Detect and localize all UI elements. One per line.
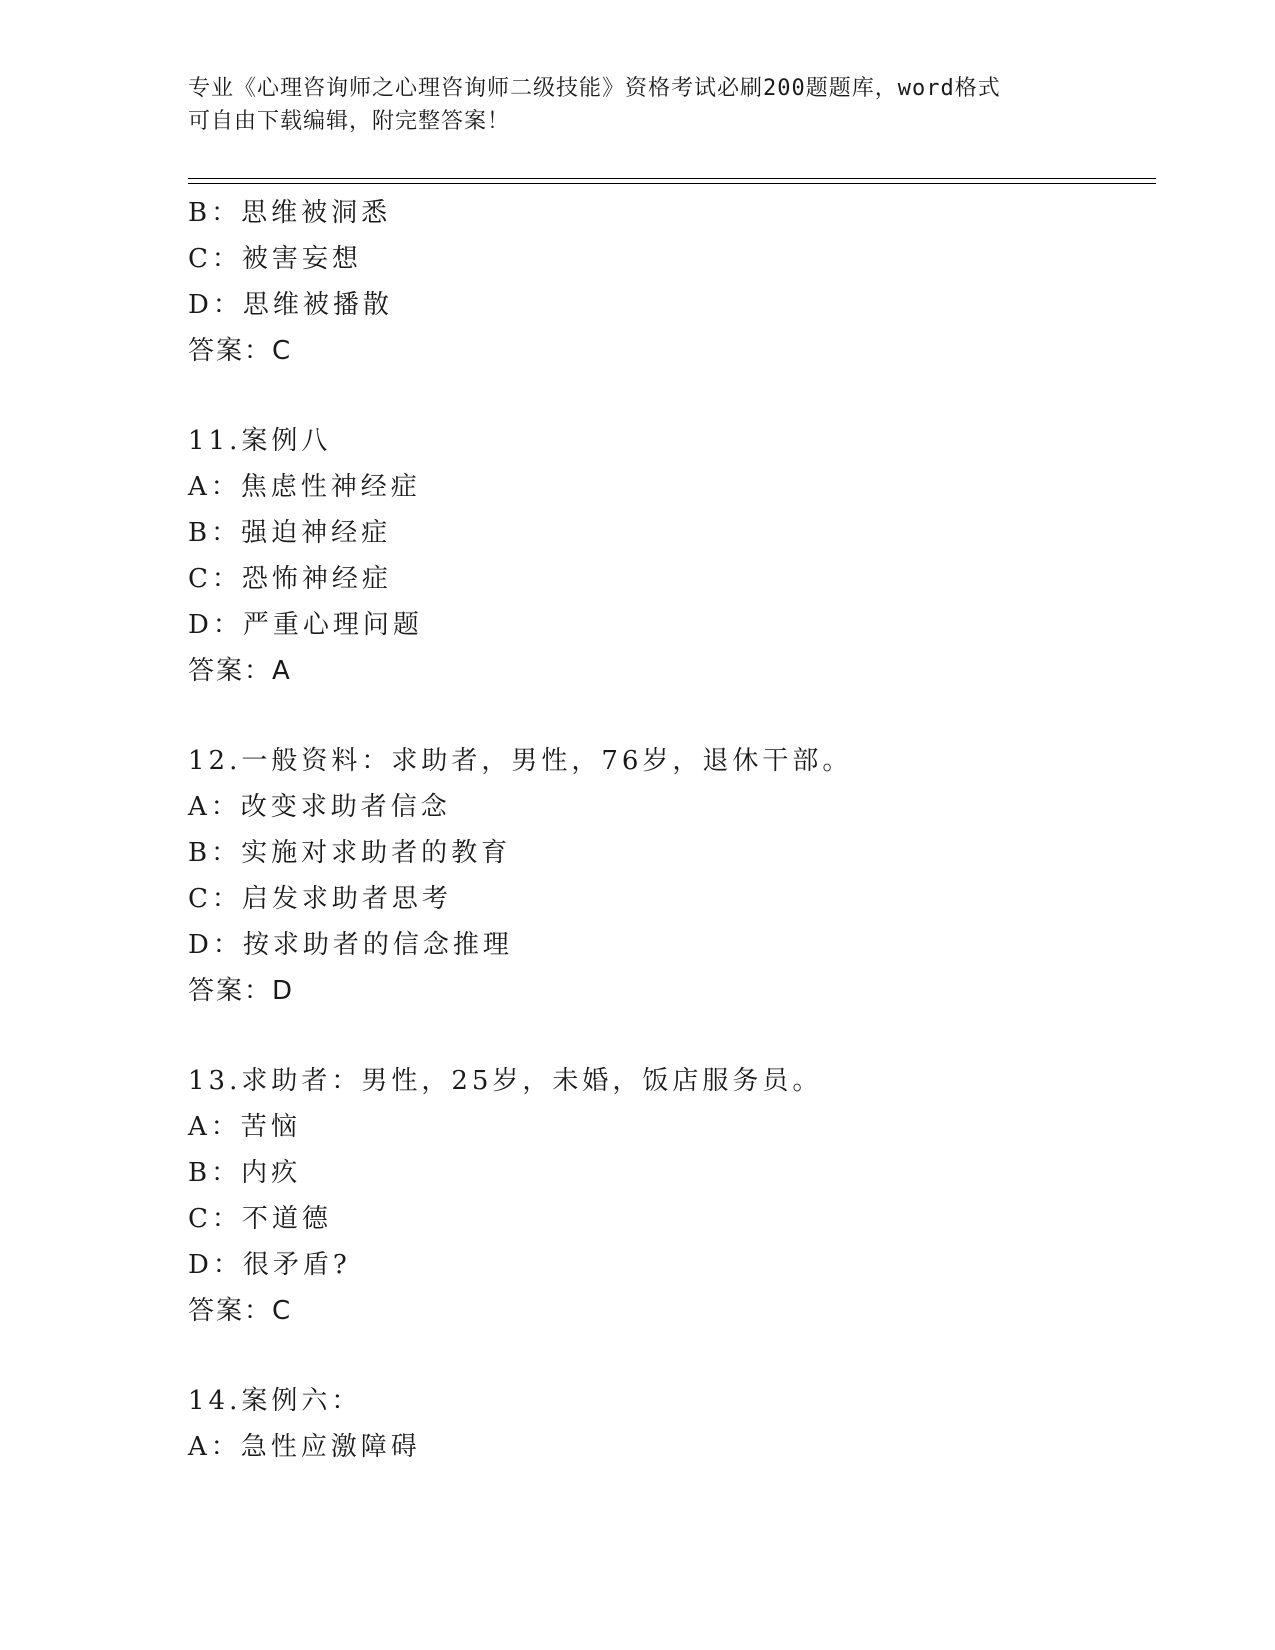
option-c: C：不道德 — [188, 1204, 332, 1234]
question-gap — [188, 374, 1148, 418]
option-a: A：苦恼 — [188, 1112, 301, 1142]
option-b: B：强迫神经症 — [188, 518, 392, 548]
option-d: D：思维被播散 — [188, 290, 393, 320]
option-a: A：急性应激障碍 — [188, 1432, 421, 1462]
option-c: C：启发求助者思考 — [188, 884, 452, 914]
option-c: C：被害妄想 — [188, 244, 362, 274]
option-c: C：恐怖神经症 — [188, 564, 392, 594]
question-stem: 13.求助者：男性，25岁，未婚，饭店服务员。 — [188, 1066, 823, 1096]
document-header — [188, 72, 1088, 138]
option-b: B：内疚 — [188, 1158, 302, 1188]
question-13 — [188, 1058, 1148, 1334]
question-14 — [188, 1378, 1148, 1470]
option-d: D：严重心理问题 — [188, 610, 423, 640]
question-gap — [188, 1334, 1148, 1378]
option-a: A：改变求助者信念 — [188, 792, 451, 822]
question-stem: 12.一般资料：求助者，男性，76岁，退休干部。 — [188, 746, 853, 776]
question-gap — [188, 1014, 1148, 1058]
option-d: D：很矛盾? — [188, 1250, 351, 1280]
question-list — [188, 190, 1148, 1470]
answer-line: 答案：C — [188, 336, 293, 366]
option-a: A：焦虑性神经症 — [188, 472, 421, 502]
answer-line: 答案：C — [188, 1296, 293, 1326]
option-d: D：按求助者的信念推理 — [188, 930, 513, 960]
header-divider-top — [188, 178, 1156, 179]
answer-line: 答案：D — [188, 976, 295, 1006]
question-gap — [188, 694, 1148, 738]
option-b: B：实施对求助者的教育 — [188, 838, 512, 868]
question-stem: 14.案例六： — [188, 1386, 362, 1416]
question-partial — [188, 190, 1148, 374]
answer-line: 答案：A — [188, 656, 292, 686]
option-b: B：思维被洞悉 — [188, 198, 392, 228]
question-12 — [188, 738, 1148, 1014]
question-11 — [188, 418, 1148, 694]
header-line-1: 专业《心理咨询师之心理咨询师二级技能》资格考试必刷200题题库，word格式 — [188, 76, 1001, 101]
header-line-2: 可自由下载编辑，附完整答案！ — [188, 109, 511, 134]
header-divider-bottom — [188, 183, 1156, 184]
question-stem: 11.案例八 — [188, 426, 332, 456]
